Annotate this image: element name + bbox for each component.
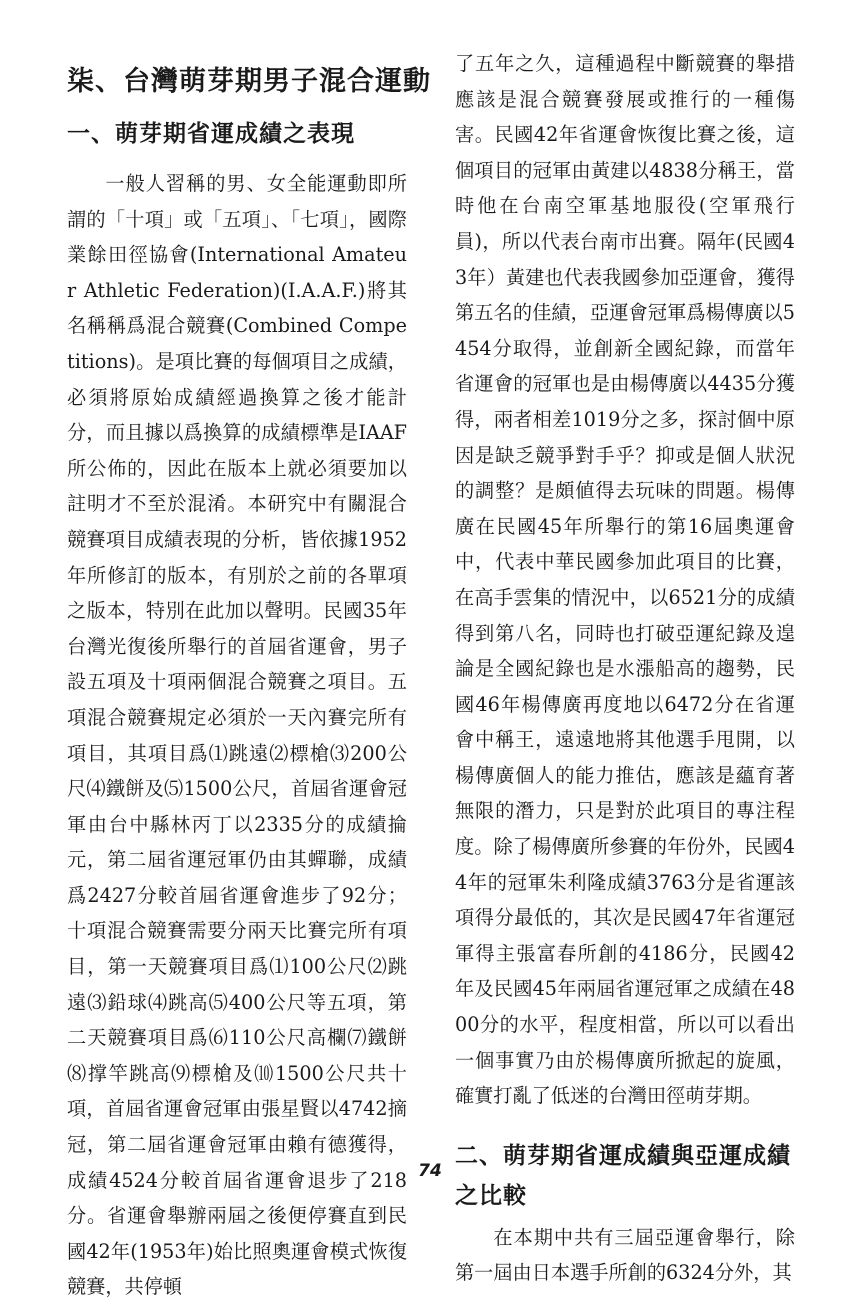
section-2-title: 二、萌芽期省運成績與亞運成績之比較: [455, 1142, 791, 1209]
left-column: [67, 46, 431, 1305]
paragraph-continued: 了五年之久，這種過程中斷競賽的舉措應該是混合競賽發展或推行的一種傷害。民國42年省運會恢復比賽之後，這個項目的冠軍由黃建以4838分稱王，當時他在台南空軍基地服役(空軍飛行員)，所以代表台南市出賽。隔年(民國43年）黃建也代表我國參加亞運會，獲得第五名的佳績，亞運會冠軍爲楊傳廣以5454分取得，並創新全國紀錄，而當年省運會的冠軍也是由楊傳廣以4435分獲得，兩者相差1019分之多，探討個中原因是缺乏競爭對手乎？抑或是個人狀況的調整？是頗値得去玩味的問題。楊傳廣在民國45年所舉行的第16屆奧運會中，代表中華民國參加此項目的比賽，在高手雲集的情況中，以6521分的成績得到第八名，同時也打破亞運紀錄及遑論是全國紀錄也是水漲船高的趨勢，民國46年楊傳廣再度地以6472分在省運會中稱王，遠遠地將其他選手甩開，以楊傳廣個人的能力推估，應該是蘊育著無限的潛力，只是對於此項目的專注程度。除了楊傳廣所參賽的年份外，民國44年的冠軍朱利隆成績3763分是省運該項得分最低的，其次是民國47年省運冠軍得主張富春所創的4186分，民國42年及民國45年兩屆省運冠軍之成績在4800分的水平，程度相當，所以可以看出一個事實乃由於楊傳廣所掀起的旋風，確實打亂了低迷的台灣田徑萌芽期。: [455, 52, 795, 1108]
chapter-title: 柒、台灣萌芽期男子混合運動: [67, 66, 431, 97]
section-2-paragraph: 在本期中共有三屆亞運會舉行，除第一屆由日本選手所創的6324分外，其: [455, 1225, 795, 1285]
right-column: [455, 46, 795, 1291]
section-1-title: 一、萌芽期省運成績之表現: [67, 121, 355, 147]
page-number: 74: [418, 1161, 442, 1181]
section-1-paragraph: 一般人習稱的男、女全能運動即所謂的「十項」或「五項」、「七項」，國際業餘田徑協會(International Amateur Athletic Federation)(I.A.A.F.)將其名稱稱爲混合競賽(Combined Competitions)。是項比賽的每個項目之成績，必須將原始成績經過換算之後才能計分，而且據以爲換算的成績標準是IAAF所公佈的，因此在版本上就必須要加以註明才不至於混淆。本研究中有關混合競賽項目成績表現的分析，皆依據1952年所修訂的版本，有別於之前的各單項之版本，特別在此加以聲明。民國35年台灣光復後所舉行的首屆省運會，男子設五項及十項兩個混合競賽之項目。五項混合競賽規定必須於一天內賽完所有項目，其項目爲⑴跳遠⑵標槍⑶200公尺⑷鐵餅及⑸1500公尺，首屆省運會冠軍由台中縣林丙丁以2335分的成績掄元，第二屆省運冠軍仍由其蟬聯，成績爲2427分較首屆省運會進步了92分；十項混合競賽需要分兩天比賽完所有項目，第一天競賽項目爲⑴100公尺⑵跳遠⑶鉛球⑷跳高⑸400公尺等五項，第二天競賽項目爲⑹110公尺高欄⑺鐵餅⑻撑竿跳高⑼標槍及⑽1500公尺共十項，首屆省運會冠軍由張星賢以4742摘冠，第二屆省運會冠軍由賴有德獲得，成績4524分較首屆省運會退步了218分。省運會舉辦兩屆之後便停賽直到民國42年(1953年)始比照奧運會模式恢復競賽，共停頓: [67, 172, 407, 1299]
